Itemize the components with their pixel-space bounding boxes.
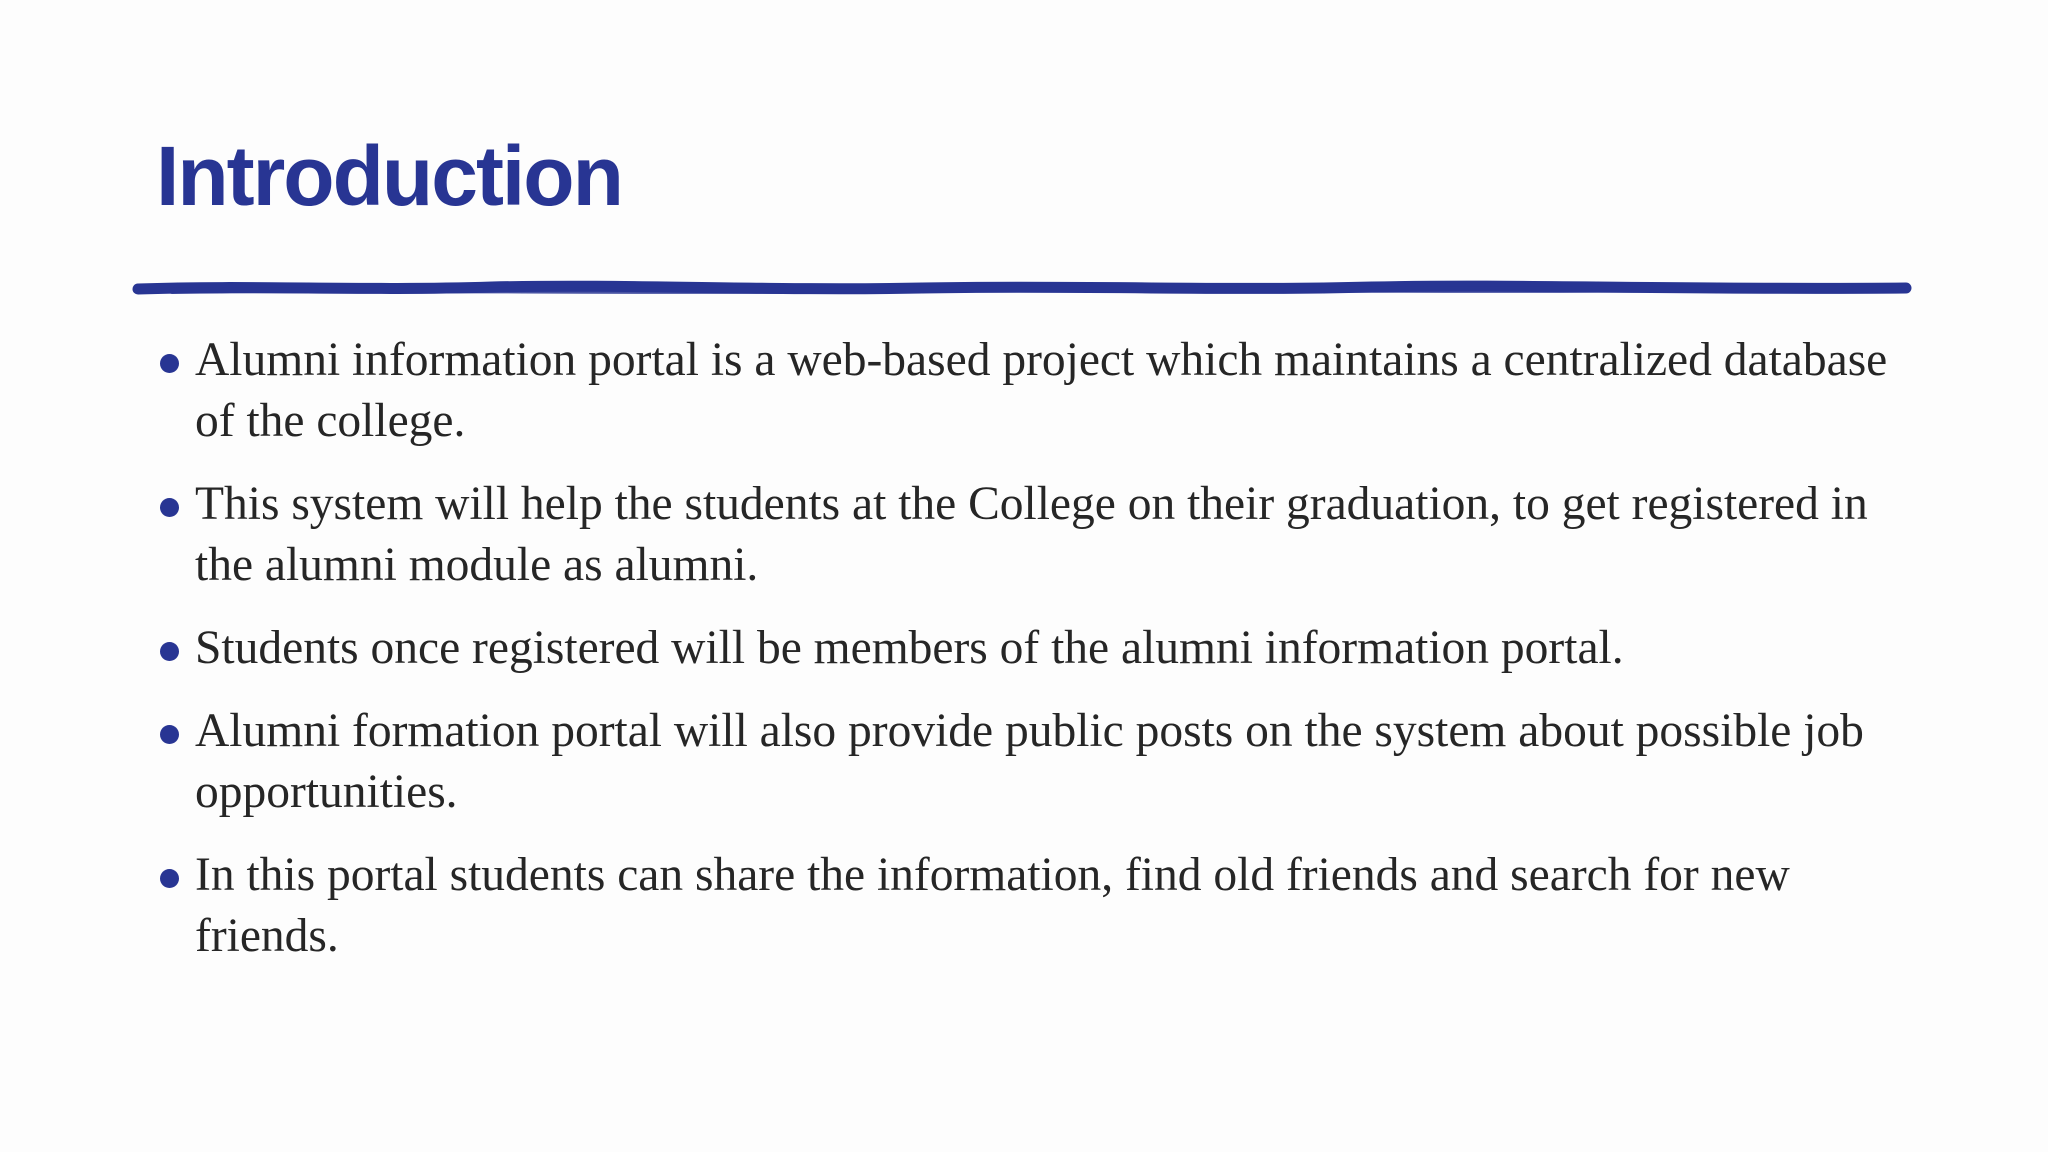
bullet-text: In this portal students can share the information, find old friends and search for new friends.	[195, 849, 1790, 962]
bullet-dot-icon	[160, 642, 179, 661]
bullet-dot-icon	[160, 869, 179, 888]
bullet-dot-icon	[160, 354, 179, 373]
bullet-item	[158, 618, 1898, 679]
bullet-text: This system will help the students at the College on their graduation, to get registered in the alumni module as alumni.	[195, 478, 1868, 591]
bullet-dot-icon	[160, 498, 179, 517]
bullet-text: Alumni information portal is a web-based project which maintains a centralized database of the college.	[195, 334, 1888, 447]
brush-divider-icon	[132, 272, 1912, 306]
bullet-dot-icon	[160, 725, 179, 744]
bullet-text: Students once registered will be members of the alumni information portal.	[195, 622, 1624, 674]
bullet-list	[158, 330, 1898, 989]
bullet-item	[158, 701, 1898, 823]
bullet-text: Alumni formation portal will also provide public posts on the system about possible job opportunities.	[195, 705, 1864, 818]
bullet-item	[158, 474, 1898, 596]
bullet-item	[158, 330, 1898, 452]
bullet-item	[158, 845, 1898, 967]
slide-title: Introduction	[156, 129, 622, 223]
